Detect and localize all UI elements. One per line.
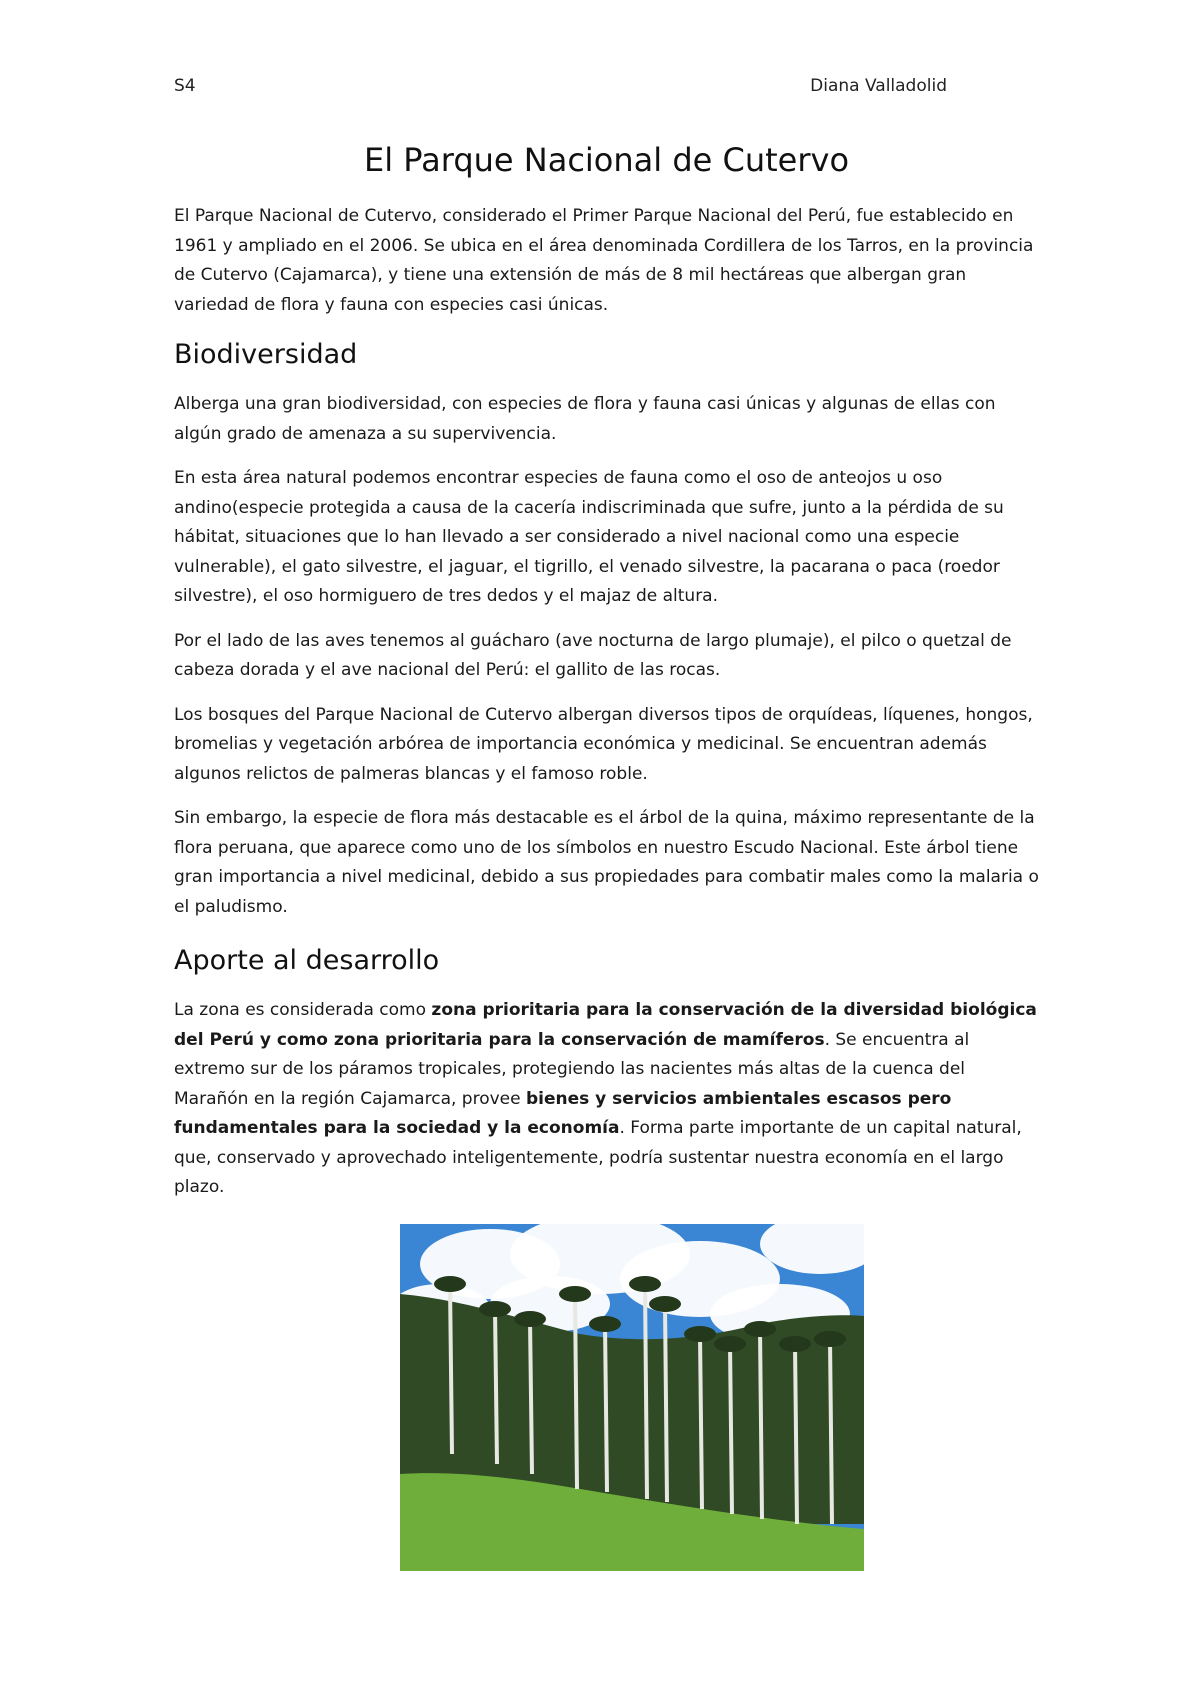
header-author: Diana Valladolid — [810, 76, 947, 96]
section-heading-aporte: Aporte al desarrollo — [174, 945, 440, 976]
palm-trunk — [665, 1304, 667, 1502]
palm-crown — [744, 1321, 776, 1337]
biodiversity-paragraph-3: Por el lado de las aves tenemos al guácharo (ave nocturna de largo plumaje), el pilco o quetzal de cabeza dorada y el ave nacional del Perú: el gallito de las rocas. — [174, 630, 1012, 680]
palm-crown — [514, 1311, 546, 1327]
palm-trunk — [730, 1344, 732, 1514]
page-header — [174, 76, 947, 102]
document-body — [174, 140, 1039, 1203]
palm-crown — [589, 1316, 621, 1332]
palm-trunk — [605, 1324, 607, 1492]
palm-trunk — [495, 1309, 497, 1464]
biodiversity-paragraph-2: En esta área natural podemos encontrar especies de fauna como el oso de anteojos u oso andino(especie protegida a causa de la cacería indiscriminada que sufre, junto a la pérdida de su hábitat, situaciones que lo han llevado a ser considerado a nivel nacional como una especie vulnerable), el gato silvestre, el jaguar, el tigrillo, el venado silvestre, la pacarana o paca (roedor silvestre), el oso hormiguero de tres dedos y el majaz de altura. — [174, 468, 1004, 606]
palm-crown — [434, 1276, 466, 1292]
palm-crown — [629, 1276, 661, 1292]
development-bold-2: bienes y servicios ambientales escasos pero fundamentales para la sociedad y la economía — [174, 1088, 952, 1138]
palm-crown — [684, 1326, 716, 1342]
development-paragraph — [174, 996, 1039, 1203]
palm-trunk — [530, 1319, 532, 1474]
document-title: El Parque Nacional de Cutervo — [363, 141, 850, 179]
biodiversity-paragraph-4: Los bosques del Parque Nacional de Cutervo albergan diversos tipos de orquídeas, líquenes, hongos, bromelias y vegetación arbórea de importancia económica y medicinal. Se encuentran además algunos relictos de palmeras blancas y el famoso roble. — [174, 704, 1033, 784]
development-text-2: . Se encuentra al extremo sur de los páramos tropicales, protegiendo las nacientes más altas de la cuenca del Marañón en la región Cajamarca, provee — [174, 1029, 970, 1109]
development-text-3: . Forma parte importante de un capital natural, que, conservado y aprovechado inteligentemente, podría sustentar nuestra economía en el largo plazo. — [174, 1118, 1022, 1197]
palm-crown — [779, 1336, 811, 1352]
palm-forest-illustration — [400, 1224, 864, 1571]
palm-forest-photo — [400, 1224, 864, 1571]
section-heading-biodiversidad: Biodiversidad — [174, 339, 358, 370]
palm-crown — [714, 1336, 746, 1352]
palm-crown — [814, 1331, 846, 1347]
palm-crown — [479, 1301, 511, 1317]
palm-trunk — [450, 1284, 452, 1454]
palm-trunk — [575, 1294, 577, 1489]
intro-paragraph: El Parque Nacional de Cutervo, considerado el Primer Parque Nacional del Perú, fue establecido en 1961 y ampliado en el 2006. Se ubica en el área denominada Cordillera de los Tarros, en la provincia de Cutervo (Cajamarca), y tiene una extensión de más de 8 mil hectáreas que albergan gran variedad de flora y fauna con especies casi únicas. — [174, 206, 1034, 315]
palm-trunk — [795, 1344, 797, 1524]
development-bold-1: zona prioritaria para la conservación de la diversidad biológica del Perú y como zona prioritaria para la conservación de mamíferos — [174, 1000, 1037, 1050]
header-left-text: S4 — [174, 76, 196, 96]
palm-trunk — [760, 1329, 762, 1519]
biodiversity-paragraph-1: Alberga una gran biodiversidad, con especies de flora y fauna casi únicas y algunas de ellas con algún grado de amenaza a su supervivencia. — [174, 394, 996, 444]
palm-trunk — [830, 1339, 832, 1524]
biodiversity-paragraph-5: Sin embargo, la especie de flora más destacable es el árbol de la quina, máximo representante de la flora peruana, que aparece como uno de los símbolos en nuestro Escudo Nacional. Este árbol tiene gran importancia a nivel medicinal, debido a sus propiedades para combatir males como la malaria o el paludismo. — [174, 808, 1039, 917]
palm-crown — [559, 1286, 591, 1302]
palm-trunk — [645, 1284, 647, 1499]
palm-crown — [649, 1296, 681, 1312]
palm-trunk — [700, 1334, 702, 1509]
development-text-1: La zona es considerada como — [174, 1000, 432, 1020]
